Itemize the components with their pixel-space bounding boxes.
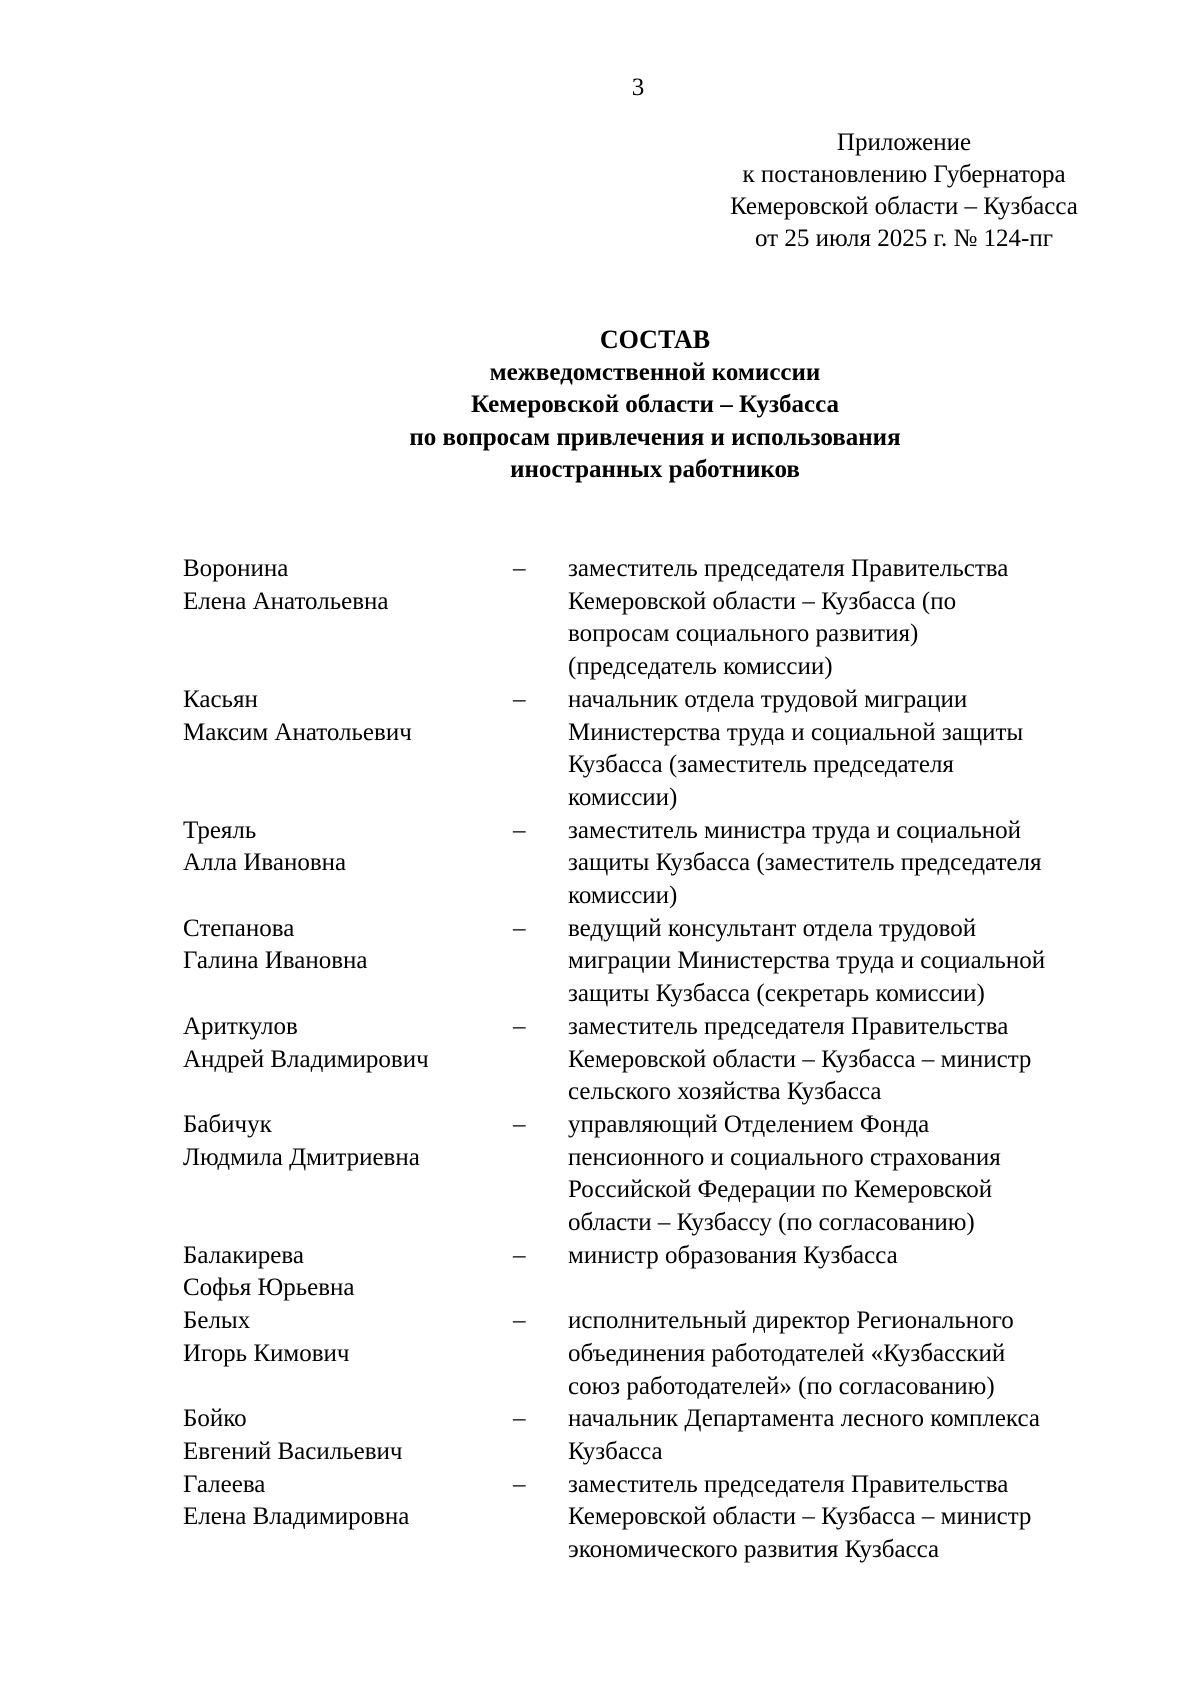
member-dash: – bbox=[513, 1307, 526, 1335]
heading-line-4: иностранных работников bbox=[510, 456, 800, 483]
heading-line-1: межведомственной комиссии bbox=[489, 358, 821, 386]
member-given-names: Елена Владимировна bbox=[183, 1503, 410, 1531]
appendix-line-1: Приложение bbox=[836, 129, 972, 156]
member-given-names: Игорь Кимович bbox=[183, 1339, 350, 1367]
member-surname: Ариткулов bbox=[183, 1012, 298, 1040]
member-name bbox=[183, 1403, 513, 1468]
member-row bbox=[183, 553, 1123, 684]
member-dash: – bbox=[513, 1470, 526, 1498]
member-row bbox=[183, 1109, 1123, 1240]
member-surname: Галеева bbox=[183, 1470, 266, 1498]
member-surname: Бойко bbox=[183, 1405, 247, 1433]
member-dash: – bbox=[513, 1241, 526, 1269]
member-surname: Белых bbox=[183, 1307, 251, 1335]
member-role: исполнительный директор Регионального объединения работодателей «Кузбасский союз работодателей» (по согласованию) bbox=[568, 1307, 1014, 1400]
member-given-names: Людмила Дмитриевна bbox=[183, 1143, 420, 1171]
member-name bbox=[183, 1469, 513, 1567]
member-surname: Бабичук bbox=[183, 1110, 272, 1138]
member-row bbox=[183, 1011, 1123, 1109]
member-name bbox=[183, 684, 513, 815]
heading-title: СОСТАВ bbox=[599, 325, 711, 354]
member-given-names: Софья Юрьевна bbox=[183, 1274, 355, 1302]
member-role: министр образования Кузбасса bbox=[568, 1241, 898, 1269]
heading-line-2: Кемеровской области – Кузбасса bbox=[470, 391, 840, 418]
appendix-block bbox=[694, 127, 1114, 255]
member-row bbox=[183, 913, 1123, 1011]
member-role: заместитель председателя Правительства Кемеровской области – Кузбасса (по вопросам социального развития) (председатель комиссии) bbox=[568, 555, 1009, 681]
member-name bbox=[183, 815, 513, 913]
member-dash: – bbox=[513, 1110, 526, 1138]
appendix-line-3: Кемеровской области – Кузбасса bbox=[730, 193, 1078, 220]
member-given-names: Максим Анатольевич bbox=[183, 718, 412, 746]
member-given-names: Галина Ивановна bbox=[183, 947, 368, 975]
member-name bbox=[183, 1305, 513, 1403]
page-number: 3 bbox=[631, 74, 645, 101]
member-role: заместитель председателя Правительства Кемеровской области – Кузбасса – министр сельского хозяйства Кузбасса bbox=[568, 1012, 1032, 1106]
member-row bbox=[183, 1305, 1123, 1403]
member-name bbox=[183, 913, 513, 1011]
member-dash: – bbox=[513, 685, 526, 713]
member-row bbox=[183, 1240, 1123, 1305]
member-given-names: Андрей Владимирович bbox=[183, 1045, 429, 1073]
heading-line-3: по вопросам привлечения и использования bbox=[409, 423, 901, 451]
member-surname: Касьян bbox=[183, 685, 258, 713]
member-dash: – bbox=[513, 816, 526, 844]
member-row bbox=[183, 815, 1123, 913]
member-dash: – bbox=[513, 555, 526, 582]
member-given-names: Елена Анатольевна bbox=[183, 587, 389, 615]
appendix-line-2: к постановлению Губернатора bbox=[742, 161, 1066, 188]
member-role: заместитель министра труда и социальной защиты Кузбасса (заместитель председателя комиссии) bbox=[568, 816, 1042, 910]
member-dash: – bbox=[513, 1012, 526, 1040]
member-row bbox=[183, 1469, 1123, 1567]
member-given-names: Евгений Васильевич bbox=[183, 1437, 403, 1465]
member-name bbox=[183, 1011, 513, 1109]
member-surname: Балакирева bbox=[183, 1241, 304, 1269]
appendix-line-4: от 25 июля 2025 г. № 124-пг bbox=[755, 225, 1053, 252]
member-row bbox=[183, 1403, 1123, 1468]
member-surname: Воронина bbox=[183, 555, 289, 582]
member-row bbox=[183, 684, 1123, 815]
member-role: ведущий консультант отдела трудовой миграции Министерства труда и социальной защиты Кузбасса (секретарь комиссии) bbox=[568, 914, 1046, 1008]
document-heading bbox=[0, 324, 1200, 487]
member-given-names: Алла Ивановна bbox=[183, 849, 347, 877]
member-role: начальник отдела трудовой миграции Министерства труда и социальной защиты Кузбасса (заместитель председателя комиссии) bbox=[568, 685, 1024, 811]
member-role: заместитель председателя Правительства Кемеровской области – Кузбасса – министр экономического развития Кузбасса bbox=[568, 1470, 1032, 1564]
members-list bbox=[183, 553, 1123, 1567]
member-surname: Треяль bbox=[183, 816, 257, 844]
member-dash: – bbox=[513, 914, 526, 942]
member-dash: – bbox=[513, 1405, 526, 1433]
member-name bbox=[183, 553, 513, 684]
member-surname: Степанова bbox=[183, 914, 295, 942]
member-name bbox=[183, 1109, 513, 1240]
member-name bbox=[183, 1240, 513, 1305]
member-role: начальник Департамента лесного комплекса Кузбасса bbox=[568, 1405, 1040, 1465]
member-role: управляющий Отделением Фонда пенсионного и социального страхования Российской Федерации по Кемеровской области – Кузбассу (по согласованию) bbox=[568, 1110, 1001, 1237]
